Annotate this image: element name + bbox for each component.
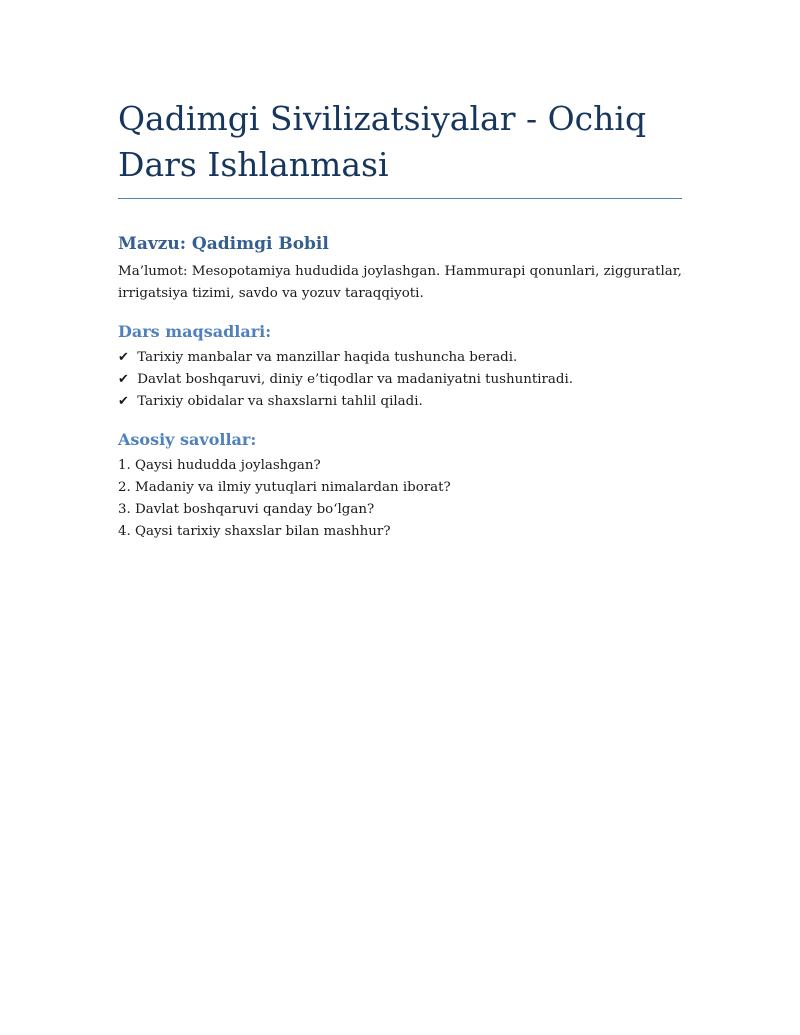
document-title: Qadimgi Sivilizatsiyalar - Ochiq Dars Ishlanmasi: [118, 96, 682, 199]
list-item: 4. Qaysi tarixiy shaxslar bilan mashhur?: [118, 524, 391, 539]
objective-text: Tarixiy obidalar va shaxslarni tahlil qiladi.: [137, 394, 423, 409]
questions-list: [118, 455, 682, 543]
check-icon: ✔: [118, 394, 129, 409]
topic-heading: Mavzu: Qadimgi Bobil: [118, 234, 329, 254]
list-item: 3. Davlat boshqaruvi qanday bo‘lgan?: [118, 502, 375, 517]
list-item: 2. Madaniy va ilmiy yutuqlari nimalardan iborat?: [118, 480, 451, 495]
questions-heading: Asosiy savollar:: [118, 430, 257, 449]
list-item: [118, 347, 682, 369]
list-item: 1. Qaysi hududda joylashgan?: [118, 458, 321, 473]
document-page: [118, 96, 682, 543]
list-item: [118, 391, 682, 413]
topic-info: Ma’lumot: Mesopotamiya hududida joylashgan. Hammurapi qonunlari, zigguratlar, irrigatsiya tizimi, savdo va yozuv taraqqiyoti.: [118, 264, 682, 301]
list-item: [118, 369, 682, 391]
check-icon: ✔: [118, 372, 129, 387]
objective-text: Tarixiy manbalar va manzillar haqida tushuncha beradi.: [137, 350, 518, 365]
objective-text: Davlat boshqaruvi, diniy e’tiqodlar va madaniyatni tushuntiradi.: [137, 372, 574, 387]
objectives-heading: Dars maqsadlari:: [118, 322, 272, 341]
objectives-list: [118, 347, 682, 413]
check-icon: ✔: [118, 350, 129, 365]
